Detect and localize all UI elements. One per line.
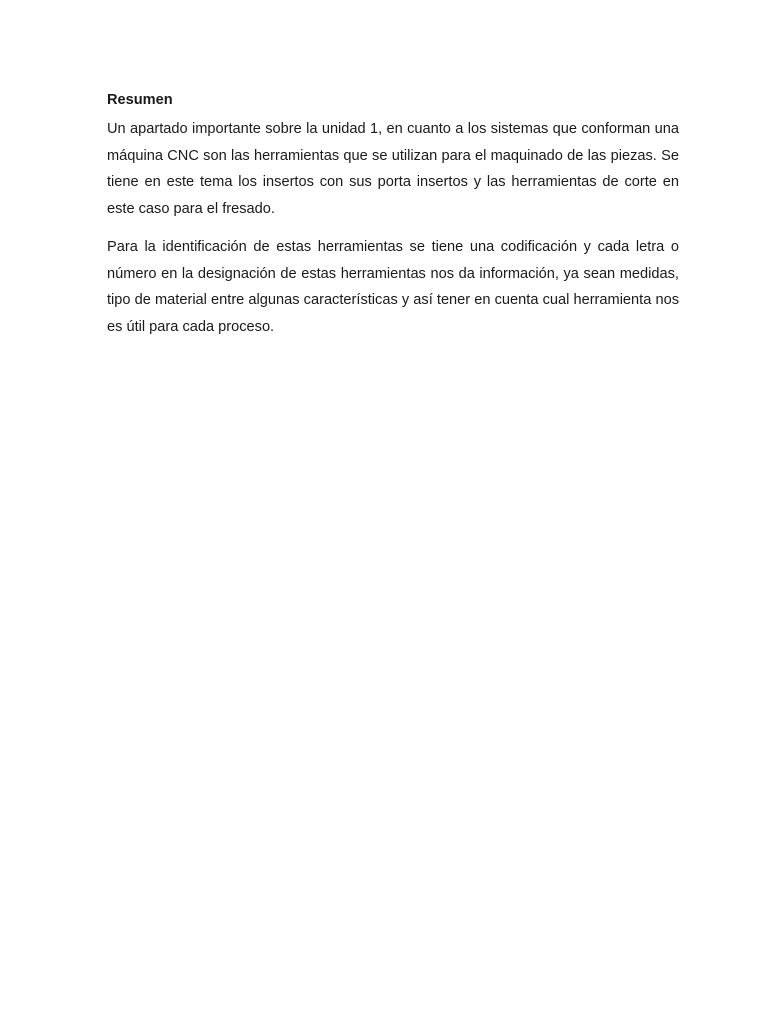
section-heading: Resumen [107,92,173,108]
paragraph-1: Un apartado importante sobre la unidad 1, en cuanto a los sistemas que conforman una máquina CNC son las herramientas que se utilizan para el maquinado de las piezas. Se tiene en este tema los insertos con sus porta insertos y las herramientas de corte en este caso para el fresado. [107,121,679,217]
document-body [107,90,679,352]
paragraph-2: Para la identificación de estas herramientas se tiene una codificación y cada letra o número en la designación de estas herramientas nos da información, ya sean medidas, tipo de material entre algunas características y así tener en cuenta cual herramienta nos es útil para cada proceso. [107,239,679,335]
